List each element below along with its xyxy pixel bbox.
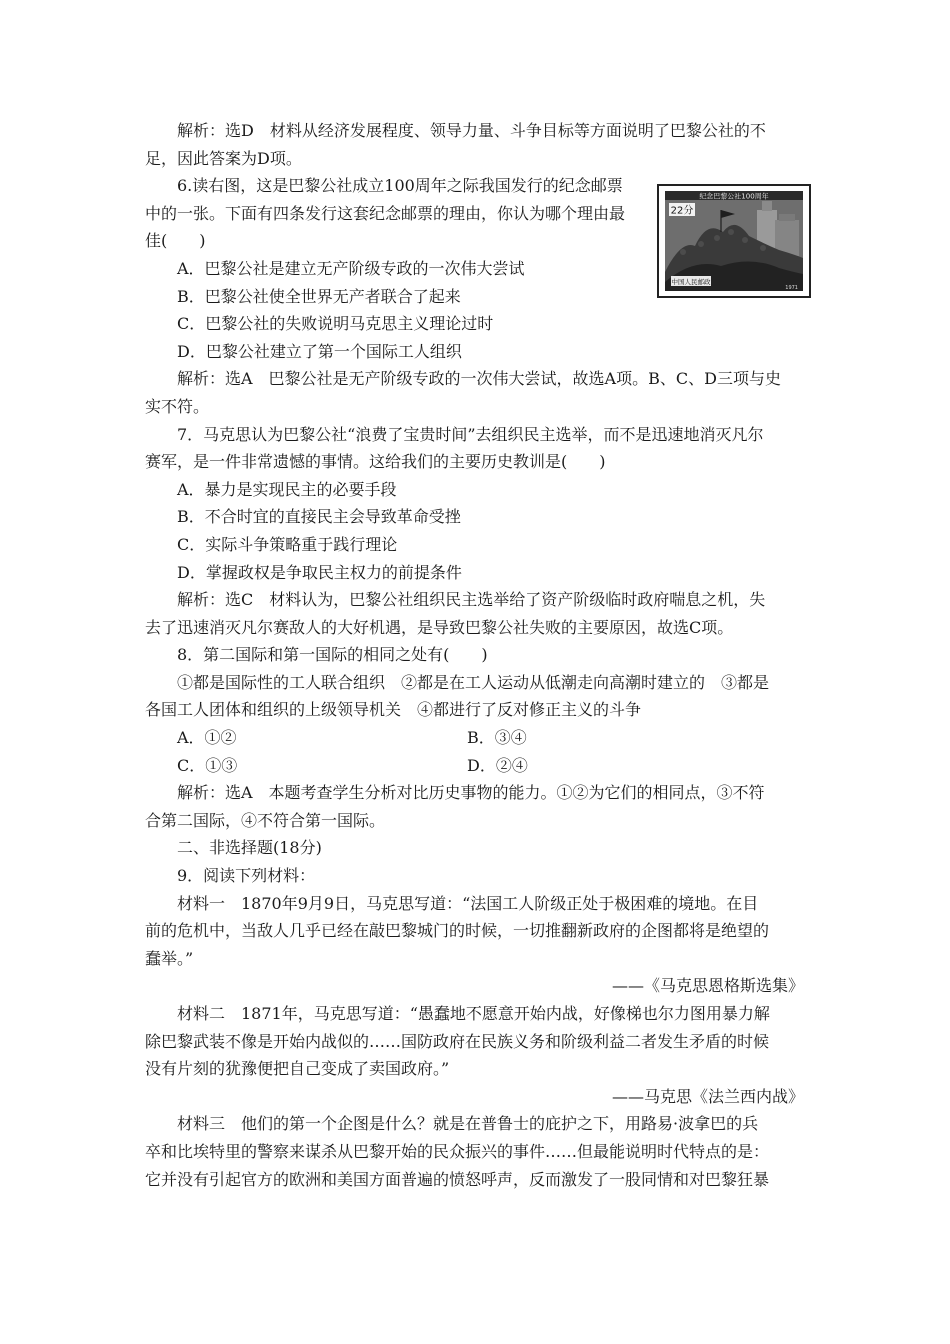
stamp-denomination: 22分 xyxy=(670,205,694,217)
material-2-end: 没有片刻的犹豫便把自己变成了卖国政府。” xyxy=(145,1059,450,1079)
answer-analysis-7-cont: 去了迅速消灭凡尔赛敌人的大好机遇，是导致巴黎公社失败的主要原因，故选C项。 xyxy=(145,617,734,637)
question-8-stem: 8．第二国际和第一国际的相同之处有( ) xyxy=(177,645,488,665)
answer-analysis-5: 解析：选D 材料从经济发展程度、领导力量、斗争目标等方面说明了巴黎公社的不 xyxy=(177,121,766,140)
question-7-option-c: C．实际斗争策略重于践行理论 xyxy=(177,534,398,554)
answer-analysis-5-cont: 足，因此答案为D项。 xyxy=(145,148,302,168)
material-1-source: ——《马克思恩格斯选集》 xyxy=(611,976,804,996)
answer-analysis-6: 解析：选A 巴黎公社是无产阶级专政的一次伟大尝试，故选A项。B、C、D三项与史 xyxy=(177,369,781,389)
question-8-option-b: B．③④ xyxy=(467,728,527,748)
material-1-cont: 前的危机中，当敌人几乎已经在敲巴黎城门的时候，一切推翻新政府的企图都将是绝望的 xyxy=(145,921,770,941)
answer-analysis-8-cont: 合第二国际，④不符合第一国际。 xyxy=(145,810,386,830)
answer-analysis-7: 解析：选C 材料认为，巴黎公社组织民主选举给了资产阶级临时政府喘息之机，失 xyxy=(177,590,766,610)
stamp-illustration xyxy=(659,186,809,296)
question-7-option-a: A．暴力是实现民主的必要手段 xyxy=(177,479,397,499)
question-8-option-a: A．①② xyxy=(177,728,237,748)
question-8-statements-cont: 各国工人团体和组织的上级领导机关 ④都进行了反对修正主义的斗争 xyxy=(145,700,642,720)
question-7-stem: 7．马克思认为巴黎公社“浪费了宝贵时间”去组织民主选举，而不是迅速地消灭凡尔 xyxy=(177,424,764,444)
question-6-option-c: C．巴黎公社的失败说明马克思主义理论过时 xyxy=(177,314,494,334)
material-2-cont: 除巴黎武装不像是开始内战似的……国防政府在民族义务和阶级利益二者发生矛盾的时候 xyxy=(145,1031,770,1051)
material-2: 材料二 1871年，马克思写道：“愚蠢地不愿意开始内战，好像梯也尔力图用暴力解 xyxy=(177,1004,770,1023)
material-1-end: 蠢举。” xyxy=(145,948,194,968)
question-6-stem-end: 佳( ) xyxy=(145,231,206,251)
question-6-option-a: A．巴黎公社是建立无产阶级专政的一次伟大尝试 xyxy=(177,258,525,278)
material-3: 材料三 他们的第一个企图是什么？就是在普鲁士的庇护之下，用路易·波拿巴的兵 xyxy=(177,1114,759,1134)
question-6-option-b: B．巴黎公社使全世界无产者联合了起来 xyxy=(177,286,461,306)
question-7-stem-cont: 赛军，是一件非常遗憾的事情。这给我们的主要历史教训是( ) xyxy=(145,452,606,472)
material-3-cont: 卒和比埃特里的警察来谋杀从巴黎开始的民众振兴的事件……但最能说明时代特点的是： xyxy=(145,1141,770,1161)
question-8-option-d: D．②④ xyxy=(467,755,528,775)
question-9-stem: 9．阅读下列材料： xyxy=(177,866,316,886)
question-8-statements: ①都是国际性的工人联合组织 ②都是在工人运动从低潮走向高潮时建立的 ③都是 xyxy=(177,672,770,692)
question-8-option-c: C．①③ xyxy=(177,755,238,775)
question-6-option-d: D．巴黎公社建立了第一个国际工人组织 xyxy=(177,341,462,361)
question-8-options-row-2 xyxy=(145,752,810,780)
stamp-header-text: 纪念巴黎公社100周年 xyxy=(699,192,769,201)
question-6-stem-cont: 中的一张。下面有四条发行这套纪念邮票的理由，你认为哪个理由最 xyxy=(145,203,626,223)
stamp-footer-text: 中国人民邮政 xyxy=(671,278,711,286)
question-8-options-row-1 xyxy=(145,724,810,752)
material-1: 材料一 1870年9月9日，马克思写道：“法国工人阶级正处于极困难的境地。在目 xyxy=(177,893,759,913)
material-2-source: ——马克思《法兰西内战》 xyxy=(611,1086,804,1106)
question-7-option-d: D．掌握政权是争取民主权力的前提条件 xyxy=(177,562,462,582)
stamp-year: 1971 xyxy=(785,285,798,291)
question-7-option-b: B．不合时宜的直接民主会导致革命受挫 xyxy=(177,507,461,527)
answer-analysis-8: 解析：选A 本题考查学生分析对比历史事物的能力。①②为它们的相同点，③不符 xyxy=(177,783,765,803)
section-heading-non-choice: 二、非选择题(18分) xyxy=(177,838,322,858)
answer-analysis-6-cont: 实不符。 xyxy=(145,396,210,416)
material-3-cont-2: 它并没有引起官方的欧洲和美国方面普遍的愤怒呼声，反而激发了一股同情和对巴黎狂暴 xyxy=(145,1169,770,1189)
question-6-stem: 6.读右图，这是巴黎公社成立100周年之际我国发行的纪念邮票 xyxy=(177,176,623,196)
commemorative-stamp-image xyxy=(657,184,811,298)
